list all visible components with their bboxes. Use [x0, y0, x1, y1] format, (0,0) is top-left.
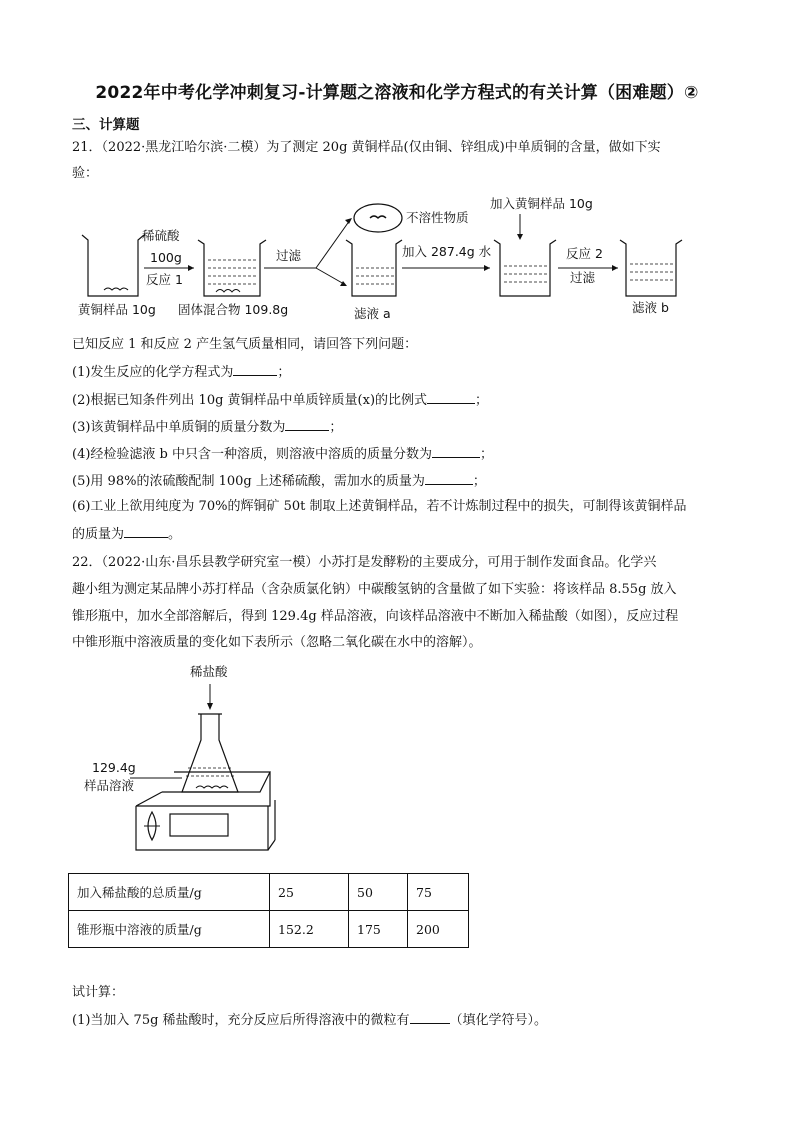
answer-blank[interactable]	[425, 470, 473, 485]
q21-known: 已知反应 1 和反应 2 产生氢气质量相同，请回答下列问题：	[72, 337, 418, 352]
table-cell: 200	[408, 911, 469, 948]
beaker-reaction2-icon	[494, 240, 556, 296]
q21-item4: (4)经检验滤液 b 中只含一种溶质，则溶液中溶质的质量分数为 ；	[72, 443, 493, 465]
q21-item2: (2)根据已知条件列出 10g 黄铜样品中单质锌质量(x)的比例式 ；	[72, 389, 488, 411]
q21-item3: (3)该黄铜样品中单质铜的质量分数为 ；	[72, 416, 342, 438]
answer-blank[interactable]	[427, 389, 475, 404]
q21-item5: (5)用 98%的浓硫酸配制 100g 上述稀硫酸，需加水的质量为 ；	[72, 470, 486, 492]
q22-line2: 趣小组为测定某品牌小苏打样品（含杂质氯化钠）中碳酸氢钠的含量做了如下实验：将该样品 8.55g 放入	[72, 582, 677, 597]
q22-balance-figure	[70, 660, 290, 865]
sample-label: 黄铜样品 10g	[78, 302, 156, 317]
answer-blank[interactable]	[124, 523, 168, 538]
q21-intro-line2: 验：	[72, 166, 99, 181]
q21-intro-line1: 21．（2022·黑龙江哈尔滨·二模）为了测定 20g 黄铜样品(仅由铜、锌组成)中单质铜的含量，做如下实	[72, 140, 661, 155]
q21-item6-line2: 的质量为 。	[72, 523, 181, 545]
acid-label: 稀盐酸	[190, 664, 228, 679]
acid-label: 稀硫酸	[142, 228, 180, 243]
add-water-label: 加入 287.4g 水	[402, 244, 492, 259]
arrow-to-insoluble	[316, 220, 350, 268]
section-heading: 三、计算题	[72, 117, 140, 133]
answer-blank[interactable]	[233, 361, 277, 376]
table-cell: 加入稀盐酸的总质量/g	[69, 874, 270, 911]
answer-blank[interactable]	[285, 416, 329, 431]
q21-item6-line1: (6)工业上欲用纯度为 70%的辉铜矿 50t 制取上述黄铜样品，若不计炼制过程中的损失，可制得该黄铜样品	[72, 499, 687, 514]
filter1-label: 过滤	[276, 248, 302, 263]
beaker-mixture-icon	[198, 240, 266, 296]
table-cell: 50	[349, 874, 408, 911]
arrow-to-filtrate-a	[316, 268, 344, 284]
reaction2-label: 反应 2	[566, 246, 603, 261]
erlenmeyer-flask-icon	[182, 714, 238, 792]
page-title: 2022年中考化学冲刺复习-计算题之溶液和化学方程式的有关计算（困难题）②	[95, 83, 699, 103]
acid-mass-label: 100g	[150, 250, 182, 265]
solution-label: 样品溶液	[84, 778, 135, 793]
answer-blank[interactable]	[410, 1009, 450, 1024]
electronic-balance-icon	[136, 772, 275, 850]
answer-blank[interactable]	[432, 443, 480, 458]
table-cell: 锥形瓶中溶液的质量/g	[69, 911, 270, 948]
q21-experiment-diagram	[60, 188, 740, 323]
filtrate-a-label: 滤液 a	[354, 306, 391, 321]
q22-line3: 锥形瓶中，加水全部溶解后，得到 129.4g 样品溶液，向该样品溶液中不断加入稀盐酸（如图），反应过程	[72, 609, 679, 624]
mass-label: 129.4g	[92, 760, 136, 775]
q22-item1: (1)当加入 75g 稀盐酸时，充分反应后所得溶液中的微粒有 （填化学符号）。	[72, 1009, 547, 1031]
insoluble-label: 不溶性物质	[406, 210, 469, 225]
table-cell: 175	[349, 911, 408, 948]
table-cell: 75	[408, 874, 469, 911]
table-row	[69, 874, 469, 911]
filter2-label: 过滤	[570, 270, 596, 285]
q21-item1: (1)发生反应的化学方程式为 ；	[72, 361, 290, 383]
add-sample-label: 加入黄铜样品 10g	[490, 196, 593, 211]
beaker-filtrate-a-icon	[346, 240, 402, 296]
q22-calc-heading: 试计算：	[72, 985, 125, 1000]
q22-line4: 中锥形瓶中溶液质量的变化如下表所示（忽略二氧化碳在水中的溶解）。	[72, 635, 482, 650]
beaker-sample-icon	[82, 235, 144, 296]
beaker-filtrate-b-icon	[620, 240, 682, 296]
q22-line1: 22．（2022·山东·昌乐县教学研究室一模）小苏打是发酵粉的主要成分，可用于制作发面食品。化学兴	[72, 555, 657, 570]
mixture-label: 固体混合物 109.8g	[178, 302, 289, 317]
table-cell: 152.2	[270, 911, 349, 948]
filtrate-b-label: 滤液 b	[632, 300, 669, 315]
q22-data-table	[68, 873, 469, 948]
table-cell: 25	[270, 874, 349, 911]
table-row	[69, 911, 469, 948]
reaction1-label: 反应 1	[146, 272, 183, 287]
